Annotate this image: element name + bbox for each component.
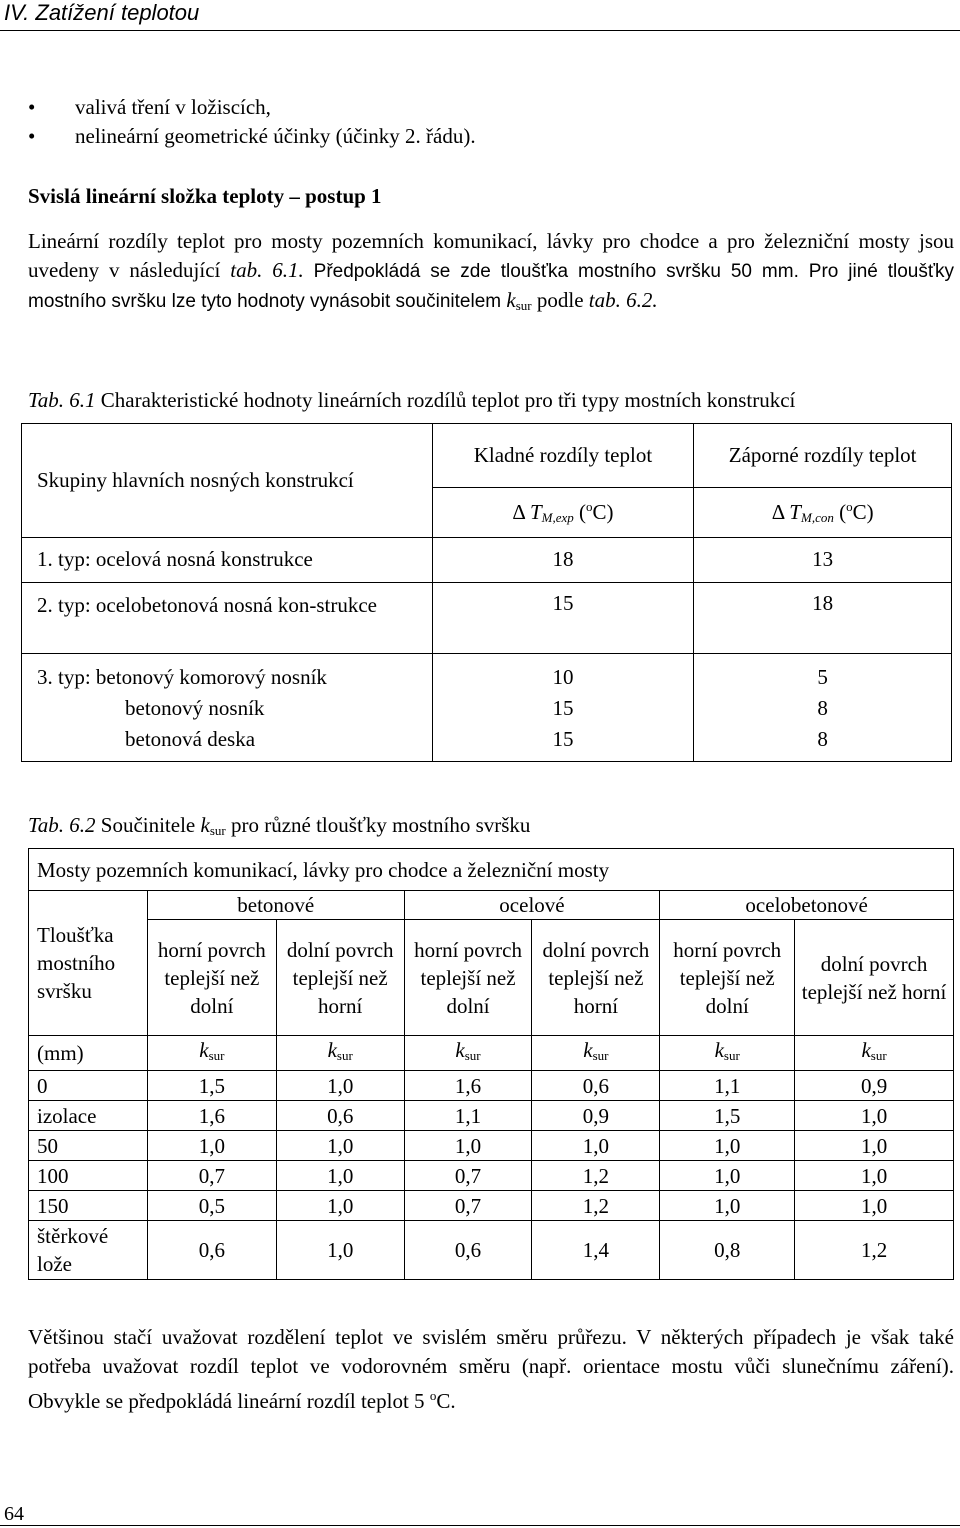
ksur-coefficients-table	[28, 848, 954, 1280]
table-row: 50 1,0 1,0 1,0 1,0 1,0 1,0	[29, 1131, 954, 1161]
footer-divider	[0, 1525, 960, 1526]
ksur-cell: $k_{sur}$	[404, 1036, 532, 1071]
page-number: 64	[4, 1503, 24, 1525]
row-label-main: 3. typ: betonový komorový nosník	[37, 665, 327, 689]
caption-label: Tab. 6.2	[28, 813, 96, 837]
para-text: Předpokládá se zde tloušťka mostního svršku 50 mm.	[303, 261, 799, 282]
caption-text: Charakteristické hodnoty lineárních rozdílů teplot pro tři typy mostních konstrukcí	[95, 388, 796, 412]
paragraph-intro	[28, 227, 954, 320]
subheader: dolní povrch teplejší než horní	[276, 920, 404, 1036]
group-header: ocelobetonové	[660, 891, 954, 920]
group-header: betonové	[147, 891, 404, 920]
page-header	[0, 0, 960, 31]
table-row: 0 1,5 1,0 1,6 0,6 1,1 0,9	[29, 1071, 954, 1101]
list-item: • valivá tření v ložiscích,	[28, 93, 476, 122]
paragraph-conclusion: Většinou stačí uvažovat rozdělení teplot ve svislém směru průřezu. V některých případech je však také potřeba uvažovat rozdíl teplot ve vodorovném směru (např. orientace mostu vůči slunečnímu záření). Obvykle se předpokládá lineární rozdíl teplot 5 $^o$C.	[28, 1325, 954, 1413]
table-row	[22, 654, 952, 762]
table-row	[22, 583, 952, 654]
list-item: • nelineární geometrické účinky (účinky 2. řádu).	[28, 122, 476, 151]
negative-values: 5 8 8	[694, 654, 952, 762]
bullet-list	[28, 93, 476, 151]
subheader: dolní povrch teplejší než horní	[795, 920, 954, 1036]
chapter-title: IV. Zatížení teplotou	[4, 0, 200, 25]
positive-values: 10 15 15	[432, 654, 694, 762]
table-row	[22, 538, 952, 583]
positive-value: 15	[432, 583, 694, 654]
k-subscript: sur	[515, 298, 532, 313]
ksur-cell: $k_{sur}$	[532, 1036, 660, 1071]
temperature-differences-table	[21, 423, 952, 762]
table-row: 150 0,5 1,0 0,7 1,2 1,0 1,0	[29, 1191, 954, 1221]
section-heading: Svislá lineární složka teploty – postup 1	[28, 184, 382, 208]
subheader: horní povrch teplejší než dolní	[147, 920, 276, 1036]
table-reference: tab. 6.1.	[230, 258, 304, 282]
negative-header: Záporné rozdíly teplot	[694, 424, 952, 488]
para-text: Pro jiné tloušťky mostního svršku lze tyto hodnoty vynásobit součinitelem	[28, 261, 954, 312]
row-label	[22, 654, 433, 762]
thickness-header: Tloušťka mostního svršku	[29, 891, 148, 1036]
row-label: 2. typ: ocelobetonová nosná kon-strukce	[22, 583, 433, 654]
table-caption	[28, 388, 795, 413]
ksur-cell: $k_{sur}$	[795, 1036, 954, 1071]
table-row: izolace 1,6 0,6 1,1 0,9 1,5 1,0	[29, 1101, 954, 1131]
positive-header: Kladné rozdíly teplot	[432, 424, 694, 488]
row-label-sub: betonový nosník	[125, 696, 265, 720]
group-header: ocelové	[404, 891, 660, 920]
caption-label: Tab. 6.1	[28, 388, 96, 412]
negative-symbol: Δ $T_{M,con}$ ($^o$C)	[694, 488, 952, 538]
ksur-cell: $k_{sur}$	[276, 1036, 404, 1071]
table-row: 100 0,7 1,0 0,7 1,2 1,0 1,0	[29, 1161, 954, 1191]
positive-symbol: Δ $T_{M,exp}$ ($^o$C)	[432, 488, 694, 538]
table-row: štěrkové lože 0,6 1,0 0,6 1,4 0,8 1,2	[29, 1221, 954, 1280]
table-reference: tab. 6.2.	[588, 288, 658, 312]
para-text: podle	[531, 288, 589, 312]
row-label-sub: betonová deska	[125, 727, 256, 751]
ksur-cell: $k_{sur}$	[660, 1036, 795, 1071]
negative-value: 13	[694, 538, 952, 583]
positive-value: 18	[432, 538, 694, 583]
table-caption: Tab. 6.2 Součinitele $k_{sur}$ pro různé tloušťky mostního svršku	[28, 813, 531, 838]
row-label: 1. typ: ocelová nosná konstrukce	[22, 538, 433, 583]
table-title: Mosty pozemních komunikací, lávky pro chodce a železniční mosty	[29, 849, 954, 891]
unit-cell: (mm)	[29, 1036, 148, 1071]
k-symbol: k	[506, 288, 516, 312]
unit-row	[29, 1036, 954, 1071]
ksur-cell: $k_{sur}$	[147, 1036, 276, 1071]
negative-value: 18	[694, 583, 952, 654]
subheader: horní povrch teplejší než dolní	[404, 920, 532, 1036]
subheader: dolní povrch teplejší než horní	[532, 920, 660, 1036]
para-text: Lineární rozdíly teplot pro mosty pozemních komunikací, lávky pro chodce a pro železniční mosty jsou uvedeny v následující	[28, 229, 954, 282]
group-header: Skupiny hlavních nosných konstrukcí	[22, 424, 433, 538]
subheader: horní povrch teplejší než dolní	[660, 920, 795, 1036]
